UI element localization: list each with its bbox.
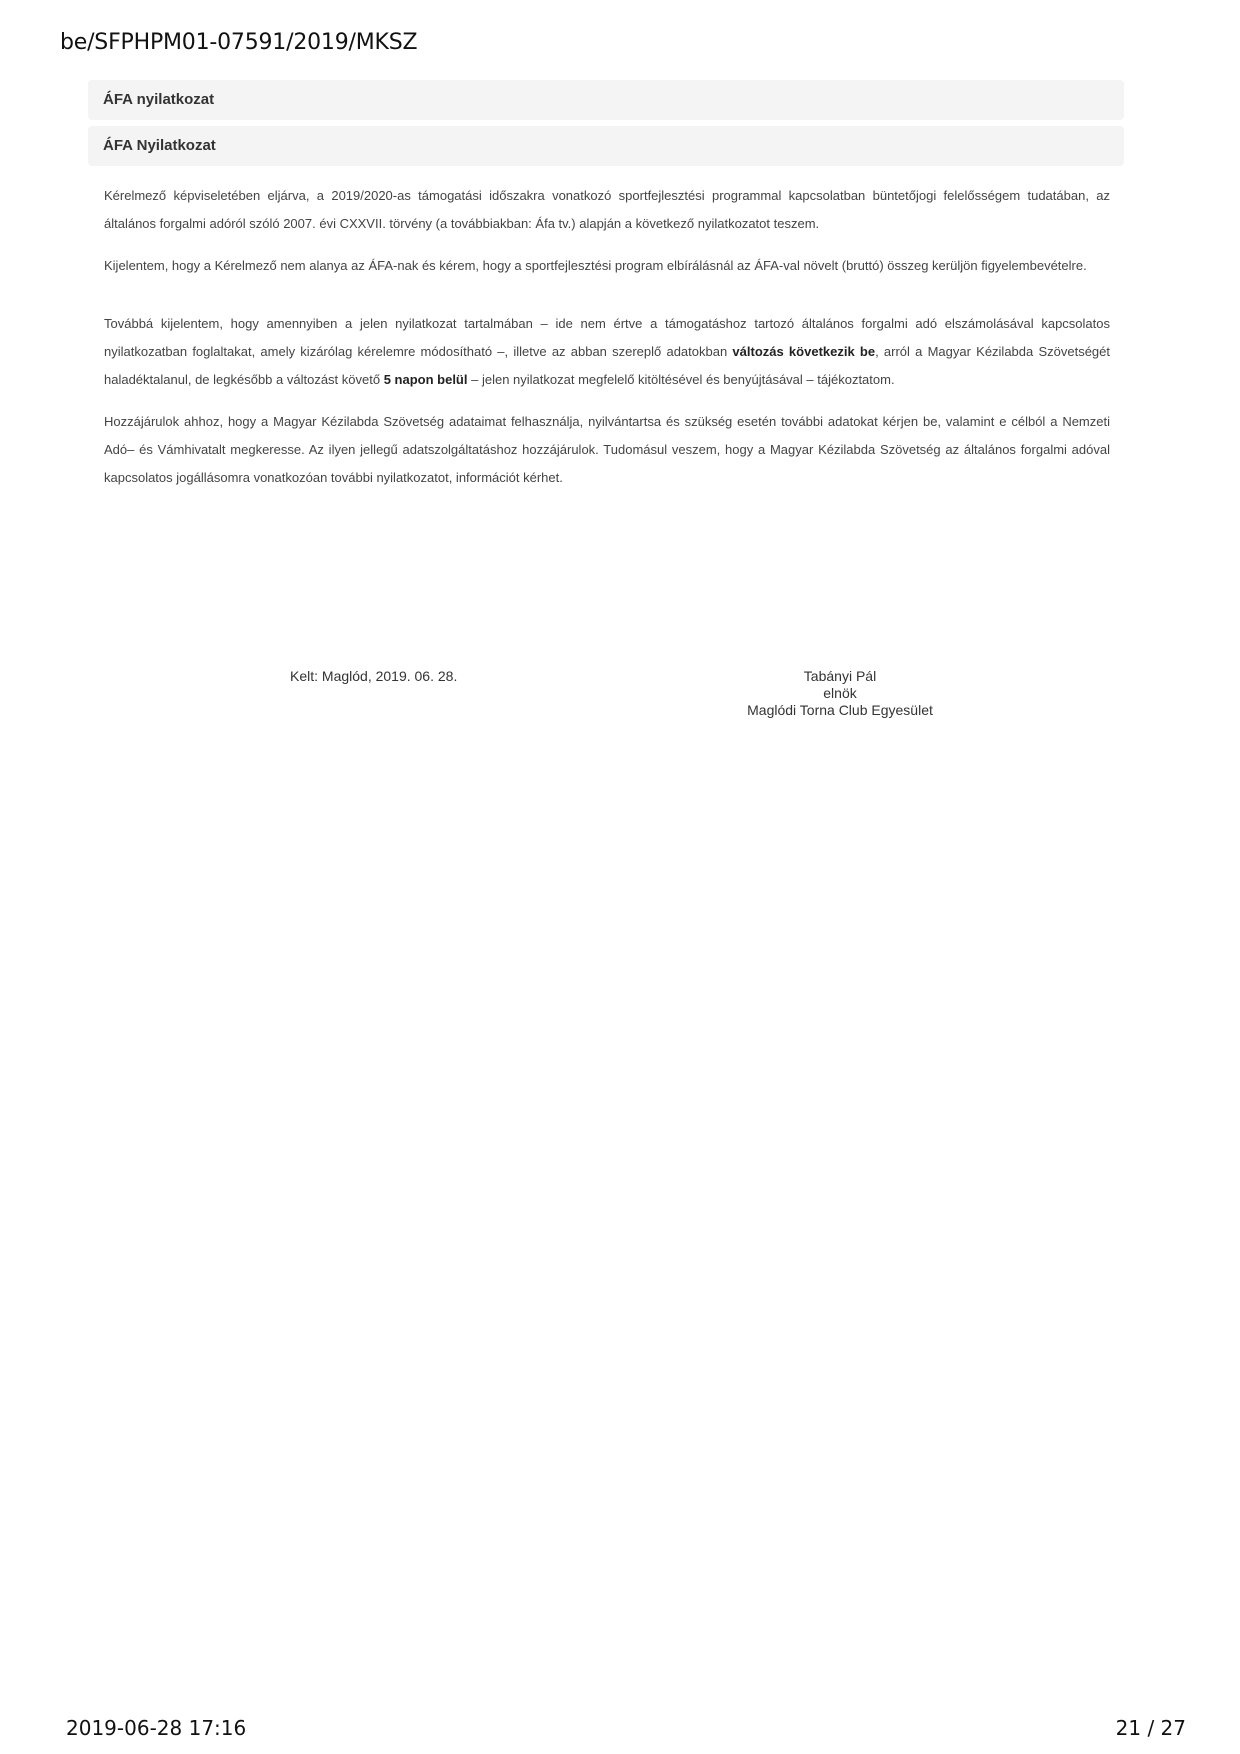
paragraph-1: Kérelmező képviseletében eljárva, a 2019/2020-as támogatási időszakra vonatkozó sportfejlesztési programmal kapcsolatban büntetőjogi felelősségem tudatában, az általános forgalmi adóról szóló 2007. évi CXXVII. törvény (a továbbiakban: Áfa tv.) alapján a következő nyilatkozatot teszem. xyxy=(104,188,1110,231)
paragraph-3-text-b: , arról a Magyar Kézilabda Szövetségét haladéktalanul, de legkésőbb a változást követő xyxy=(104,344,1111,387)
signatory-block xyxy=(700,668,980,719)
section-subtitle: ÁFA Nyilatkozat xyxy=(88,126,1124,166)
signatory-role: elnök xyxy=(823,685,857,701)
section-title: ÁFA nyilatkozat xyxy=(88,80,1124,120)
document-id: be/SFPHPM01-07591/2019/MKSZ xyxy=(60,30,418,55)
paragraph-4: Hozzájárulok ahhoz, hogy a Magyar Kézilabda Szövetség adataimat felhasználja, nyilvántartsa és szükség esetén további adatokat kérjen be, valamint e célból a Nemzeti Adó– és Vámhivatalt megkeresse. Az ilyen jellegű adatszolgáltatáshoz hozzájárulok. Tudomásul veszem, hogy a Magyar Kézilabda Szövetség az általános forgalmi adóval kapcsolatos jogállásomra vonatkozóan további nyilatkozatot, információt kérhet. xyxy=(104,414,1110,485)
paragraph-3-bold-change: változás következik be xyxy=(732,344,876,359)
paragraph-2: Kijelentem, hogy a Kérelmező nem alanya az ÁFA-nak és kérem, hogy a sportfejlesztési program elbírálásnál az ÁFA-val növelt (bruttó) összeg kerüljön figyelembevételre. xyxy=(104,258,1087,273)
declaration-body xyxy=(104,182,1110,506)
signatory-name: Tabányi Pál xyxy=(803,668,877,684)
page-number: 21 / 27 xyxy=(1115,1716,1186,1740)
paragraph-3-bold-deadline: 5 napon belül xyxy=(383,372,468,387)
paragraph-3 xyxy=(104,310,1110,394)
paragraph-3-text-c: – jelen nyilatkozat megfelelő kitöltésével és benyújtásával – tájékoztatom. xyxy=(467,372,895,387)
paragraph-3-text-a: Továbbá kijelentem, hogy amennyiben a jelen nyilatkozat tartalmában – ide nem értve a támogatáshoz tartozó általános forgalmi adó elszámolásával kapcsolatos nyilatkozatban foglaltakat, amely kizárólag kérelemre módosítható –, illetve az abban szereplő adatokban xyxy=(104,316,1110,359)
footer-timestamp: 2019-06-28 17:16 xyxy=(66,1716,247,1740)
place-date: Kelt: Maglód, 2019. 06. 28. xyxy=(290,668,458,684)
signatory-organization: Maglódi Torna Club Egyesület xyxy=(747,702,933,718)
